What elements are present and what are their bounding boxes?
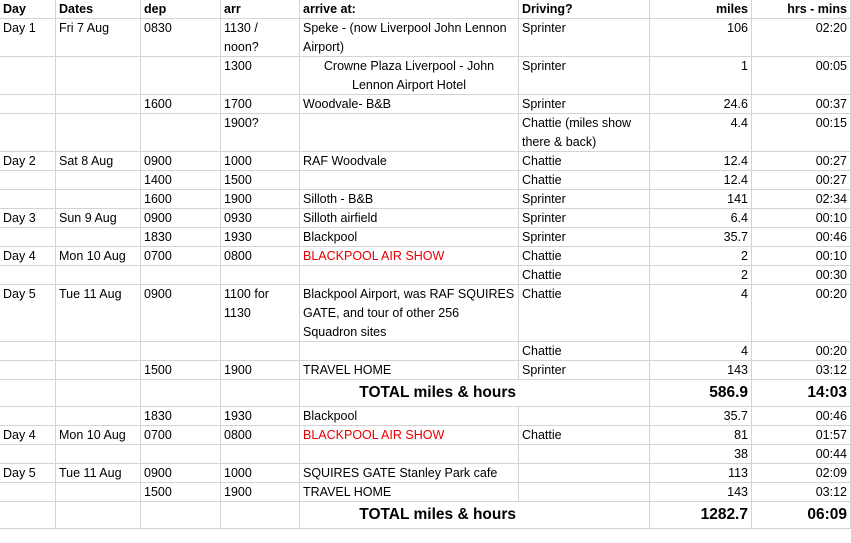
header-miles[interactable]: miles [650,0,752,19]
cell-arrive-at[interactable]: TRAVEL HOME [300,483,519,502]
cell-driving[interactable]: Chattie [519,342,650,361]
cell-date[interactable] [56,57,141,95]
cell-dep[interactable]: 0700 [141,426,221,445]
cell-arrive-at[interactable] [300,114,519,152]
cell-arr[interactable]: 1130 / noon? [221,19,300,57]
cell-date[interactable] [56,342,141,361]
cell-dep[interactable] [141,342,221,361]
cell-driving[interactable]: Sprinter [519,190,650,209]
cell-arr[interactable]: 1500 [221,171,300,190]
cell-hours[interactable]: 00:27 [752,152,851,171]
header-arr[interactable]: arr [221,0,300,19]
cell-hours[interactable]: 01:57 [752,426,851,445]
cell-arr[interactable]: 1000 [221,464,300,483]
cell-arrive-at[interactable]: SQUIRES GATE Stanley Park cafe [300,464,519,483]
cell-hours[interactable]: 00:30 [752,266,851,285]
cell-arr[interactable]: 1700 [221,95,300,114]
total-label[interactable]: TOTAL miles & hours [300,380,519,407]
cell-arrive-at[interactable] [300,266,519,285]
cell-arrive-at[interactable]: TRAVEL HOME [300,361,519,380]
cell-miles[interactable]: 12.4 [650,152,752,171]
cell-arr[interactable]: 0800 [221,247,300,266]
cell-dep[interactable]: 0700 [141,247,221,266]
cell-miles[interactable]: 1 [650,57,752,95]
cell-date[interactable]: Mon 10 Aug [56,426,141,445]
cell-day[interactable] [0,361,56,380]
cell-driving[interactable]: Chattie [519,152,650,171]
cell-driving[interactable]: Sprinter [519,19,650,57]
cell-dep[interactable] [141,445,221,464]
header-arrive-at[interactable]: arrive at: [300,0,519,19]
cell-arrive-at[interactable]: Woodvale- B&B [300,95,519,114]
header-dep[interactable]: dep [141,0,221,19]
cell-driving[interactable]: Sprinter [519,95,650,114]
empty-cell[interactable] [56,380,141,407]
cell-hours[interactable]: 02:09 [752,464,851,483]
cell-arr[interactable]: 0800 [221,426,300,445]
cell-dep[interactable]: 1600 [141,95,221,114]
cell-dep[interactable]: 0900 [141,152,221,171]
cell-date[interactable]: Tue 11 Aug [56,285,141,342]
cell-hours[interactable]: 02:20 [752,19,851,57]
cell-miles[interactable]: 2 [650,266,752,285]
cell-arrive-at[interactable]: BLACKPOOL AIR SHOW [300,426,519,445]
cell-driving[interactable]: Chattie (miles show there & back) [519,114,650,152]
cell-arr[interactable]: 1900 [221,483,300,502]
cell-dep[interactable]: 0900 [141,464,221,483]
cell-day[interactable] [0,483,56,502]
cell-arr[interactable]: 1000 [221,152,300,171]
cell-arrive-at[interactable] [300,171,519,190]
empty-cell[interactable] [221,502,300,529]
cell-hours[interactable]: 00:37 [752,95,851,114]
cell-dep[interactable]: 1600 [141,190,221,209]
cell-date[interactable]: Tue 11 Aug [56,464,141,483]
cell-arrive-at[interactable]: Blackpool [300,228,519,247]
cell-driving[interactable]: Sprinter [519,361,650,380]
cell-driving[interactable]: Sprinter [519,57,650,95]
cell-dep[interactable]: 0900 [141,209,221,228]
cell-day[interactable]: Day 4 [0,426,56,445]
cell-date[interactable] [56,407,141,426]
cell-driving[interactable]: Chattie [519,247,650,266]
cell-date[interactable]: Sun 9 Aug [56,209,141,228]
cell-hours[interactable]: 00:10 [752,209,851,228]
cell-miles[interactable]: 4.4 [650,114,752,152]
total-miles[interactable]: 586.9 [650,380,752,407]
cell-date[interactable] [56,228,141,247]
cell-arr[interactable]: 1100 for 1130 [221,285,300,342]
total-label[interactable]: TOTAL miles & hours [300,502,519,529]
cell-miles[interactable]: 141 [650,190,752,209]
cell-miles[interactable]: 113 [650,464,752,483]
cell-miles[interactable]: 4 [650,342,752,361]
cell-driving[interactable]: Chattie [519,426,650,445]
total-hours[interactable]: 06:09 [752,502,851,529]
cell-miles[interactable]: 24.6 [650,95,752,114]
cell-dep[interactable]: 0900 [141,285,221,342]
cell-day[interactable] [0,266,56,285]
cell-driving[interactable]: Chattie [519,171,650,190]
cell-dep[interactable]: 0830 [141,19,221,57]
cell-miles[interactable]: 143 [650,361,752,380]
cell-hours[interactable]: 00:27 [752,171,851,190]
cell-date[interactable] [56,95,141,114]
cell-arrive-at[interactable]: Crowne Plaza Liverpool - John Lennon Airport Hotel [300,57,519,95]
cell-date[interactable] [56,171,141,190]
cell-date[interactable] [56,266,141,285]
cell-day[interactable] [0,407,56,426]
cell-day[interactable]: Day 4 [0,247,56,266]
cell-hours[interactable]: 00:10 [752,247,851,266]
empty-cell[interactable] [141,380,221,407]
cell-dep[interactable]: 1500 [141,361,221,380]
cell-day[interactable] [0,445,56,464]
header-hrs-mins[interactable]: hrs - mins [752,0,851,19]
cell-miles[interactable]: 38 [650,445,752,464]
cell-hours[interactable]: 00:46 [752,407,851,426]
cell-miles[interactable]: 4 [650,285,752,342]
cell-miles[interactable]: 81 [650,426,752,445]
cell-day[interactable] [0,171,56,190]
cell-day[interactable] [0,57,56,95]
cell-date[interactable]: Fri 7 Aug [56,19,141,57]
cell-driving[interactable] [519,407,650,426]
cell-driving[interactable]: Chattie [519,266,650,285]
cell-arr[interactable]: 1900? [221,114,300,152]
cell-date[interactable] [56,361,141,380]
cell-miles[interactable]: 6.4 [650,209,752,228]
cell-hours[interactable]: 00:05 [752,57,851,95]
cell-arr[interactable]: 0930 [221,209,300,228]
header-driving[interactable]: Driving? [519,0,650,19]
cell-dep[interactable]: 1830 [141,228,221,247]
cell-driving[interactable]: Sprinter [519,209,650,228]
cell-dep[interactable] [141,266,221,285]
cell-driving[interactable]: Chattie [519,285,650,342]
cell-dep[interactable]: 1830 [141,407,221,426]
cell-arr[interactable]: 1900 [221,361,300,380]
cell-arr[interactable] [221,266,300,285]
cell-arr[interactable]: 1930 [221,228,300,247]
cell-driving[interactable]: Sprinter [519,228,650,247]
cell-miles[interactable]: 106 [650,19,752,57]
cell-date[interactable]: Mon 10 Aug [56,247,141,266]
cell-day[interactable]: Day 5 [0,285,56,342]
cell-arr[interactable] [221,445,300,464]
total-miles[interactable]: 1282.7 [650,502,752,529]
cell-arrive-at[interactable]: Silloth airfield [300,209,519,228]
cell-driving[interactable] [519,483,650,502]
cell-arrive-at[interactable]: RAF Woodvale [300,152,519,171]
cell-day[interactable] [0,95,56,114]
cell-hours[interactable]: 03:12 [752,361,851,380]
cell-hours[interactable]: 00:20 [752,342,851,361]
cell-day[interactable] [0,342,56,361]
cell-miles[interactable]: 143 [650,483,752,502]
empty-cell[interactable] [221,380,300,407]
cell-arrive-at[interactable]: Blackpool [300,407,519,426]
cell-hours[interactable]: 00:44 [752,445,851,464]
empty-cell[interactable] [519,502,650,529]
cell-date[interactable] [56,114,141,152]
cell-day[interactable]: Day 5 [0,464,56,483]
cell-day[interactable] [0,228,56,247]
cell-miles[interactable]: 2 [650,247,752,266]
cell-arrive-at[interactable]: BLACKPOOL AIR SHOW [300,247,519,266]
cell-day[interactable] [0,190,56,209]
empty-cell[interactable] [0,502,56,529]
cell-date[interactable]: Sat 8 Aug [56,152,141,171]
cell-driving[interactable] [519,464,650,483]
cell-arrive-at[interactable]: Speke - (now Liverpool John Lennon Airport) [300,19,519,57]
cell-date[interactable] [56,445,141,464]
cell-hours[interactable]: 00:15 [752,114,851,152]
cell-hours[interactable]: 02:34 [752,190,851,209]
cell-dep[interactable]: 1500 [141,483,221,502]
empty-cell[interactable] [519,380,650,407]
cell-hours[interactable]: 00:46 [752,228,851,247]
cell-day[interactable]: Day 1 [0,19,56,57]
cell-date[interactable] [56,190,141,209]
cell-day[interactable]: Day 3 [0,209,56,228]
cell-dep[interactable]: 1400 [141,171,221,190]
cell-day[interactable] [0,114,56,152]
cell-dep[interactable] [141,57,221,95]
cell-hours[interactable]: 00:20 [752,285,851,342]
cell-date[interactable] [56,483,141,502]
cell-day[interactable]: Day 2 [0,152,56,171]
cell-miles[interactable]: 35.7 [650,228,752,247]
cell-driving[interactable] [519,445,650,464]
cell-arr[interactable]: 1900 [221,190,300,209]
cell-dep[interactable] [141,114,221,152]
cell-arrive-at[interactable]: Silloth - B&B [300,190,519,209]
empty-cell[interactable] [0,380,56,407]
cell-arrive-at[interactable]: Blackpool Airport, was RAF SQUIRES GATE, and tour of other 256 Squadron sites [300,285,519,342]
cell-miles[interactable]: 35.7 [650,407,752,426]
cell-arr[interactable] [221,342,300,361]
cell-hours[interactable]: 03:12 [752,483,851,502]
total-hours[interactable]: 14:03 [752,380,851,407]
cell-arr[interactable]: 1300 [221,57,300,95]
empty-cell[interactable] [141,502,221,529]
cell-arrive-at[interactable] [300,342,519,361]
header-dates[interactable]: Dates [56,0,141,19]
cell-miles[interactable]: 12.4 [650,171,752,190]
cell-arrive-at[interactable] [300,445,519,464]
cell-arr[interactable]: 1930 [221,407,300,426]
header-day[interactable]: Day [0,0,56,19]
empty-cell[interactable] [56,502,141,529]
